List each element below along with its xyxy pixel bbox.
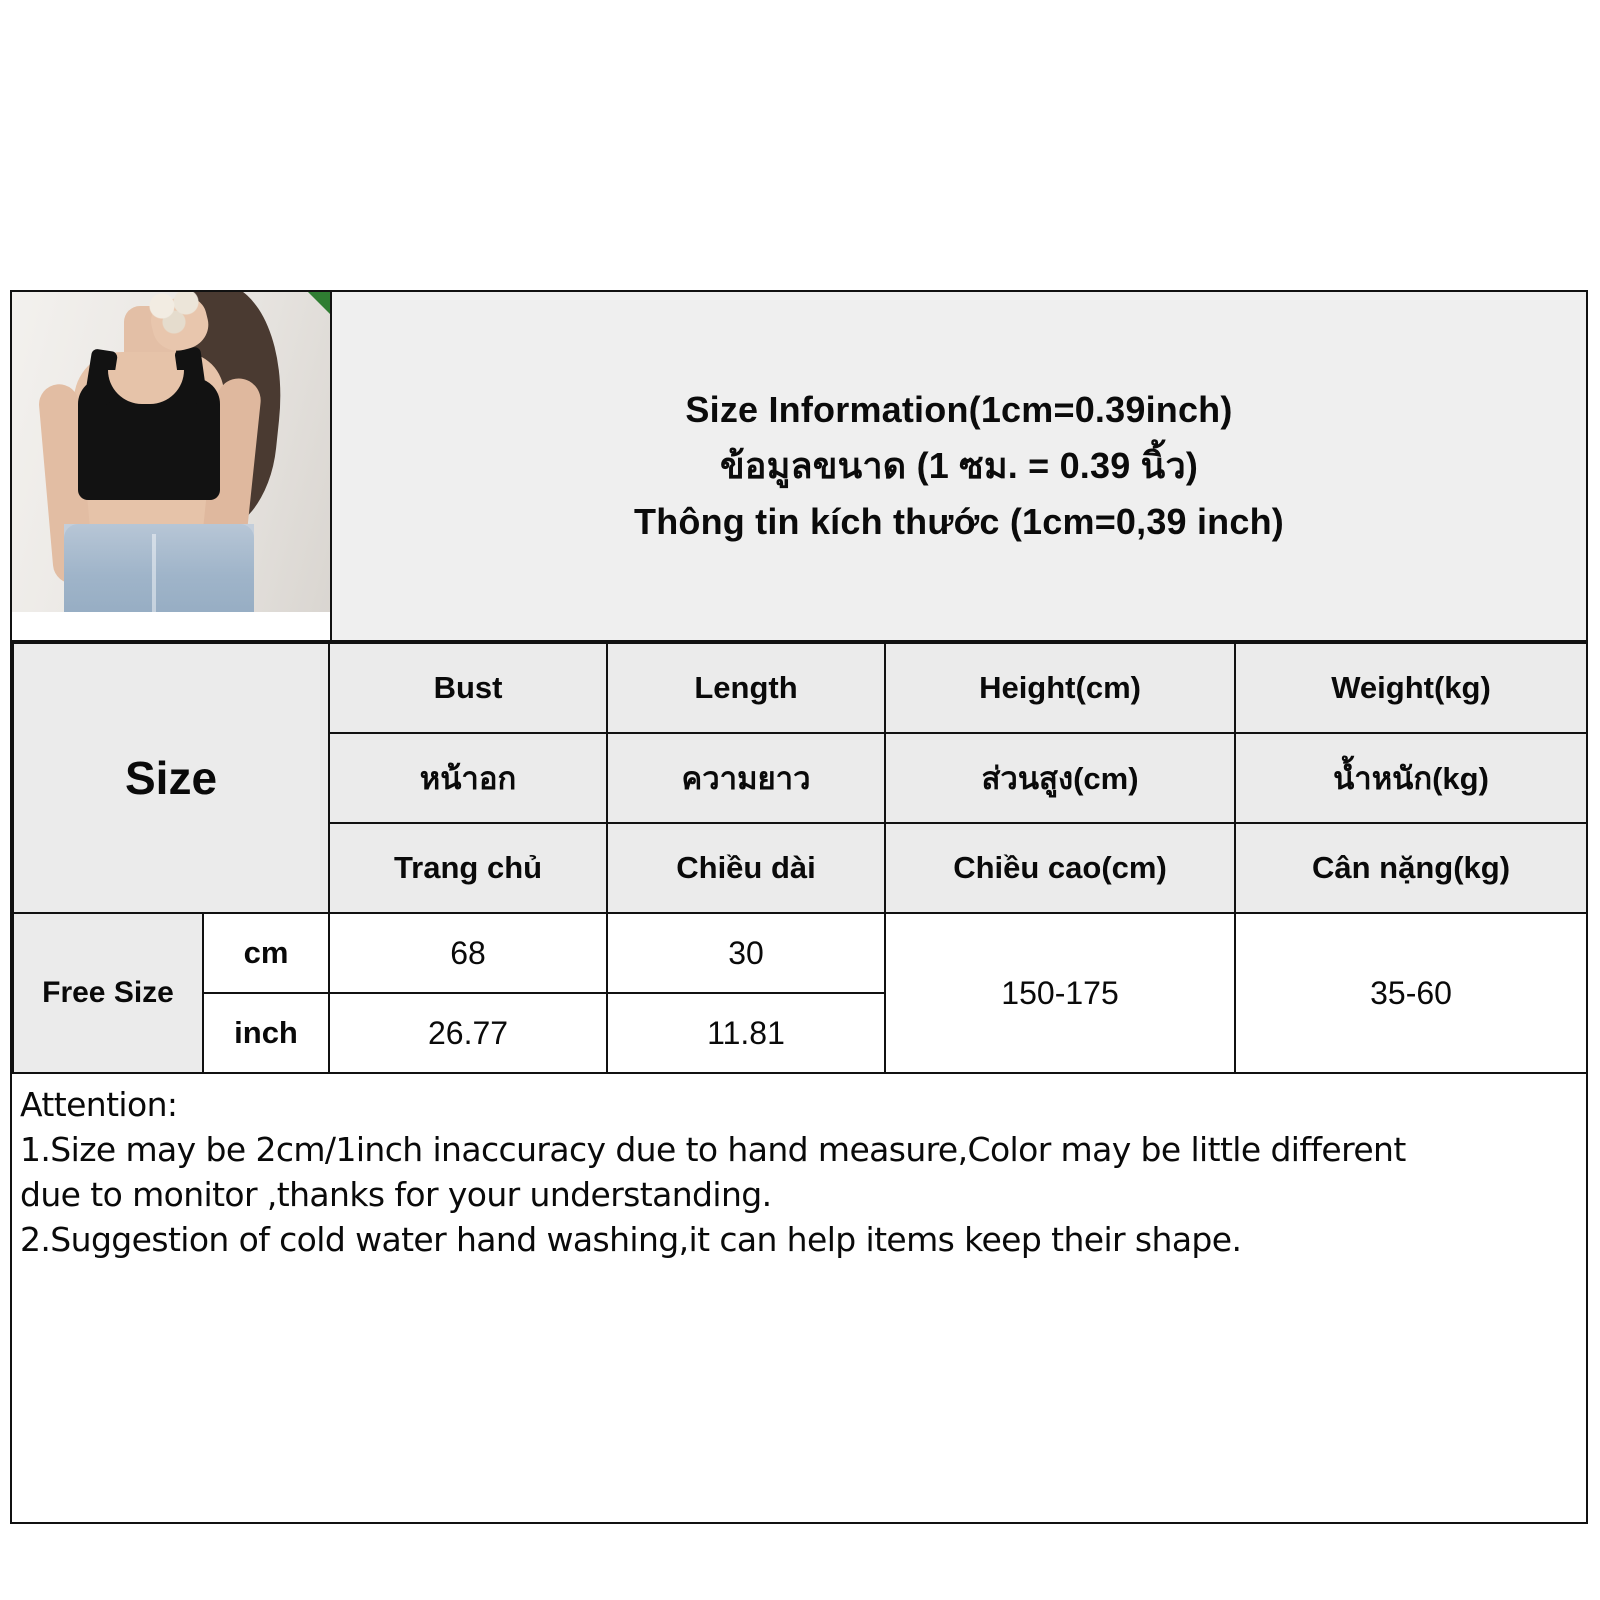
green-corner-marker (308, 292, 330, 314)
chart-header (12, 292, 1586, 642)
col-header-height-th: ส่วนสูง(cm) (885, 733, 1235, 823)
col-header-weight-th: น้ำหนัก(kg) (1235, 733, 1587, 823)
attention-block (12, 1074, 1586, 1522)
table-row-header-en (13, 643, 1587, 733)
value-length-cm: 30 (607, 913, 885, 993)
value-bust-cm: 68 (329, 913, 607, 993)
value-weight-range: 35-60 (1235, 913, 1587, 1073)
title-line-th: ข้อมูลขนาด (1 ซม. = 0.39 นิ้ว) (719, 445, 1199, 487)
value-bust-inch: 26.77 (329, 993, 607, 1073)
attention-line-3: 2.Suggestion of cold water hand washing,it can help items keep their shape. (20, 1219, 1242, 1259)
table-row-cm (13, 913, 1587, 993)
size-spec-table (12, 642, 1588, 1074)
unit-cell-cm: cm (203, 913, 329, 993)
product-photo (12, 292, 332, 640)
size-information-title-block (332, 292, 1586, 640)
size-header-label: Size (13, 643, 329, 913)
attention-heading: Attention: (20, 1085, 178, 1124)
col-header-height-vi: Chiều cao(cm) (885, 823, 1235, 913)
col-header-bust-vi: Trang chủ (329, 823, 607, 913)
col-header-weight-en: Weight(kg) (1235, 643, 1587, 733)
col-header-weight-vi: Cân nặng(kg) (1235, 823, 1587, 913)
col-header-bust-th: หน้าอก (329, 733, 607, 823)
col-header-length-vi: Chiều dài (607, 823, 885, 913)
value-length-inch: 11.81 (607, 993, 885, 1073)
row-label-free-size: Free Size (13, 913, 203, 1073)
unit-cell-inch: inch (203, 993, 329, 1073)
size-chart-sheet (10, 290, 1588, 1524)
attention-line-2: due to monitor ,thanks for your understanding. (20, 1174, 772, 1214)
col-header-length-en: Length (607, 643, 885, 733)
col-header-bust-en: Bust (329, 643, 607, 733)
attention-spacer (20, 1264, 1578, 1504)
product-photo-illustration (12, 292, 330, 640)
col-header-length-th: ความยาว (607, 733, 885, 823)
title-line-en: Size Information(1cm=0.39inch) (685, 389, 1233, 431)
title-line-vi: Thông tin kích thước (1cm=0,39 inch) (634, 500, 1284, 542)
col-header-height-en: Height(cm) (885, 643, 1235, 733)
attention-line-1: 1.Size may be 2cm/1inch inaccuracy due to hand measure,Color may be little different (20, 1129, 1406, 1169)
value-height-range: 150-175 (885, 913, 1235, 1073)
